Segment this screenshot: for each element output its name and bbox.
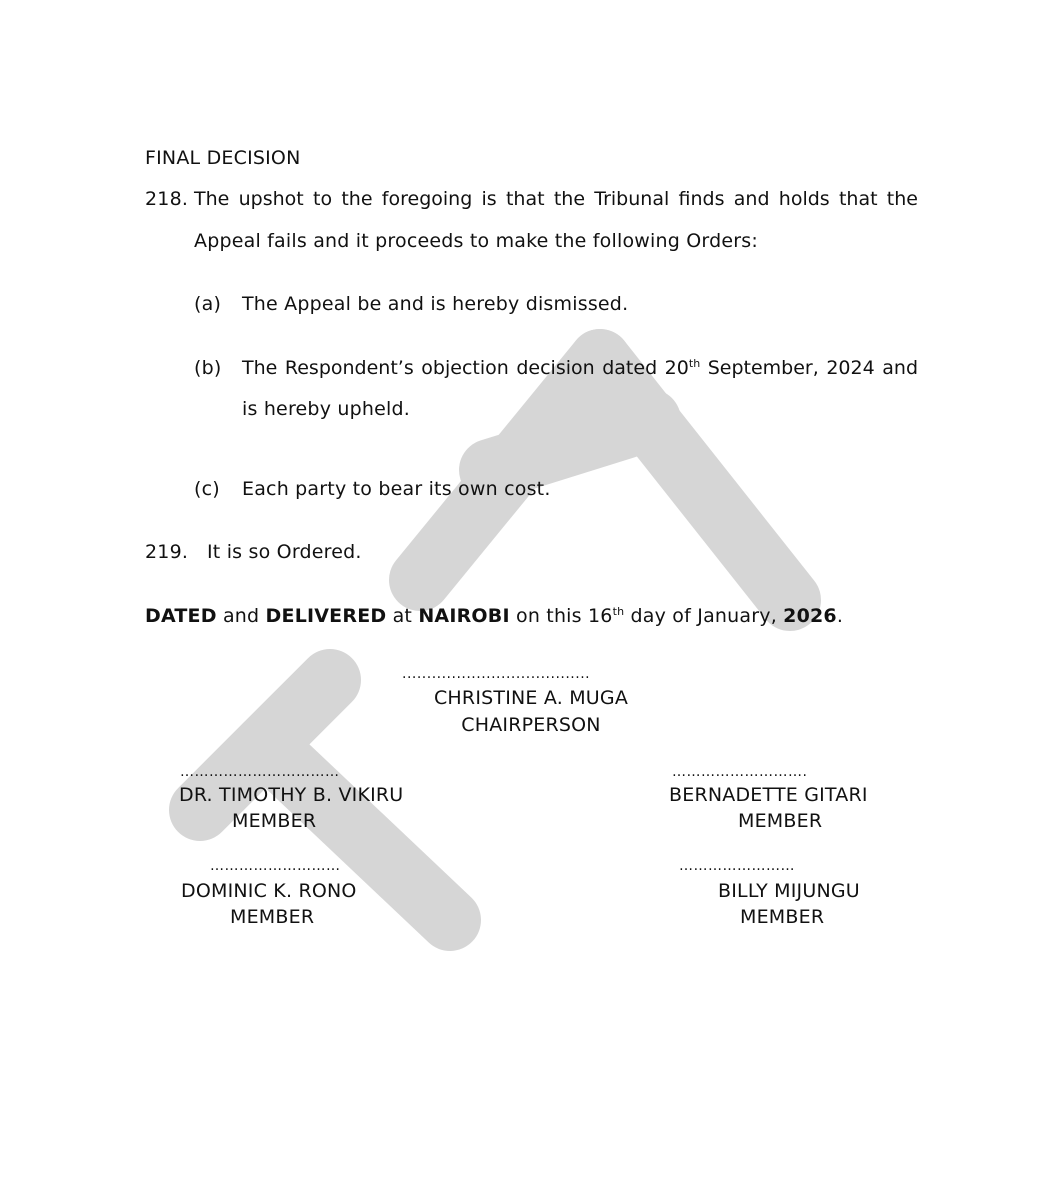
watermark-a-right (600, 360, 790, 600)
para-218-number: 218. (145, 188, 189, 210)
watermark-a-left (420, 360, 600, 580)
chair-name: CHRISTINE A. MUGA (433, 687, 629, 709)
order-a-text: The Appeal be and is hereby dismissed. (242, 293, 629, 315)
member3-signature-line: ……………………… (210, 858, 341, 874)
section-heading: FINAL DECISION (145, 147, 301, 169)
member4-name: BILLY MIJUNGU (718, 880, 860, 902)
member4-signature-line: …………………… (679, 858, 795, 874)
para-219-number: 219. (145, 541, 189, 563)
member1-name: DR. TIMOTHY B. VIKIRU (179, 784, 404, 806)
member3-title: MEMBER (230, 906, 315, 928)
member2-title: MEMBER (738, 810, 823, 832)
para-218-line1: The upshot to the foregoing is that the Tribunal finds and holds that the (194, 188, 918, 210)
order-b-label: (b) (194, 357, 222, 379)
order-c-label: (c) (194, 478, 220, 500)
para-219-text: It is so Ordered. (207, 541, 362, 563)
para-218-line2: Appeal fails and it proceeds to make the following Orders: (194, 230, 758, 252)
member1-title: MEMBER (232, 810, 317, 832)
chair-signature-line: ...................................... (402, 666, 591, 682)
member3-name: DOMINIC K. RONO (181, 880, 357, 902)
order-c-text: Each party to bear its own cost. (242, 478, 551, 500)
order-b-line2: is hereby upheld. (242, 398, 410, 420)
member2-name: BERNADETTE GITARI (669, 784, 868, 806)
watermark-a-cross (490, 420, 650, 470)
order-a-label: (a) (194, 293, 222, 315)
member1-signature-line: …………………………… (180, 764, 340, 780)
member4-title: MEMBER (740, 906, 825, 928)
order-b-line1: The Respondent’s objection decision dated 20th September, 2024 and (242, 357, 919, 379)
dated-line: DATED and DELIVERED at NAIROBI on this 16th day of January, 2026. (145, 605, 844, 627)
member2-signature-line: ………………………. (672, 764, 808, 780)
chair-title: CHAIRPERSON (461, 714, 601, 736)
